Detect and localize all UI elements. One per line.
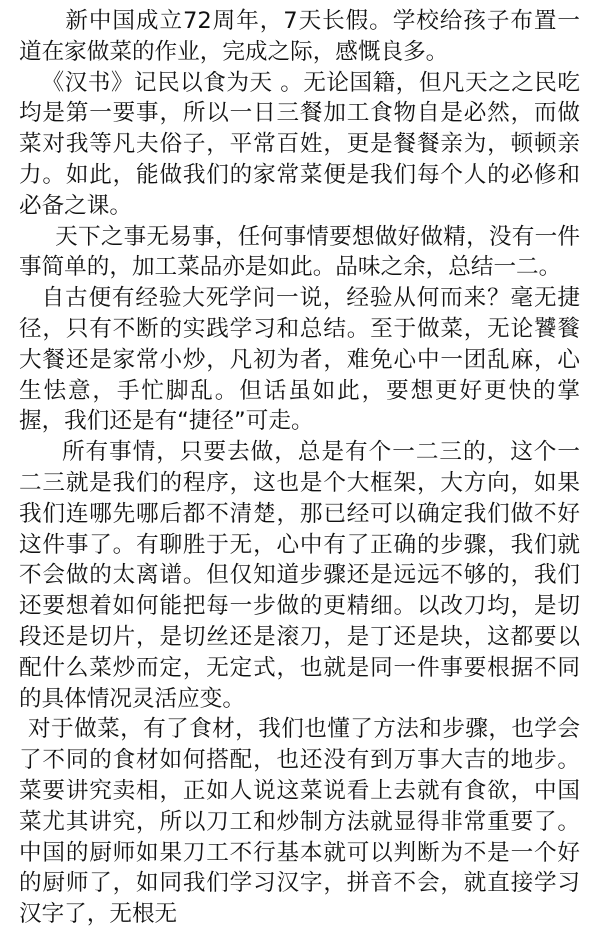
- paragraph-presentation: 对于做菜，有了食材，我们也懂了方法和步骤，也学会了不同的食材如何搭配，也还没有到万事大吉的地步。菜要讲究卖相，正如人说这菜说看上去就有食欲，中国菜尤其讲究，所以刀工和炒制方法就显得非常重要了。中国的厨师如果刀工不行基本就可以判断为不是一个好的厨师了，如同我们学习汉字，拼音不会，就直接学习汉字了，无根无: [19, 716, 580, 928]
- paragraph-intro: 新中国成立72周年，7天长假。学校给孩子布置一道在家做菜的作业，完成之际，感慨良多。: [19, 8, 580, 65]
- paragraph-steps: 所有事情，只要去做，总是有个一二三的，这个一二三就是我们的程序，这也是个大框架，大方向，如果我们连哪先哪后都不清楚，那已经可以确定我们做不好这件事了。有聊胜于无，心中有了正确的步骤，我们就不会做的太离谱。但仅知道步骤还是远远不够的，我们还要想着如何能把每一步做的更精细。以改刀均，是切段还是切片，是切丝还是滚刀，是丁还是块，这都要以配什么菜炒而定，无定式，也就是同一件事要根据不同的具体情况灵活应变。: [19, 439, 580, 712]
- paragraph-experience: 自古便有经验大死学问一说，经验从何而来？毫无捷径，只有不断的实践学习和总结。至于做菜，无论饕餮大餐还是家常小炒，凡初为者，难免心中一团乱麻，心生怯意，手忙脚乱。但话虽如此，要想更好更快的掌握，我们还是有“捷径”可走。: [19, 285, 580, 435]
- paragraph-no-easy-task: 天下之事无易事，任何事情要想做好做精，没有一件事简单的，加工菜品亦是如此。品味之余，总结一二。: [19, 223, 580, 281]
- paragraph-hanshu: 《汉书》记民以食为天 。无论国籍，但凡天之之民吃均是第一要事，所以一日三餐加工食物自是必然，而做菜对我等凡夫俗子，平常百姓，更是餐餐亲为，顿顿亲力。如此，能做我们的家常菜便是我们每个人的必修和必备之课。: [19, 69, 580, 219]
